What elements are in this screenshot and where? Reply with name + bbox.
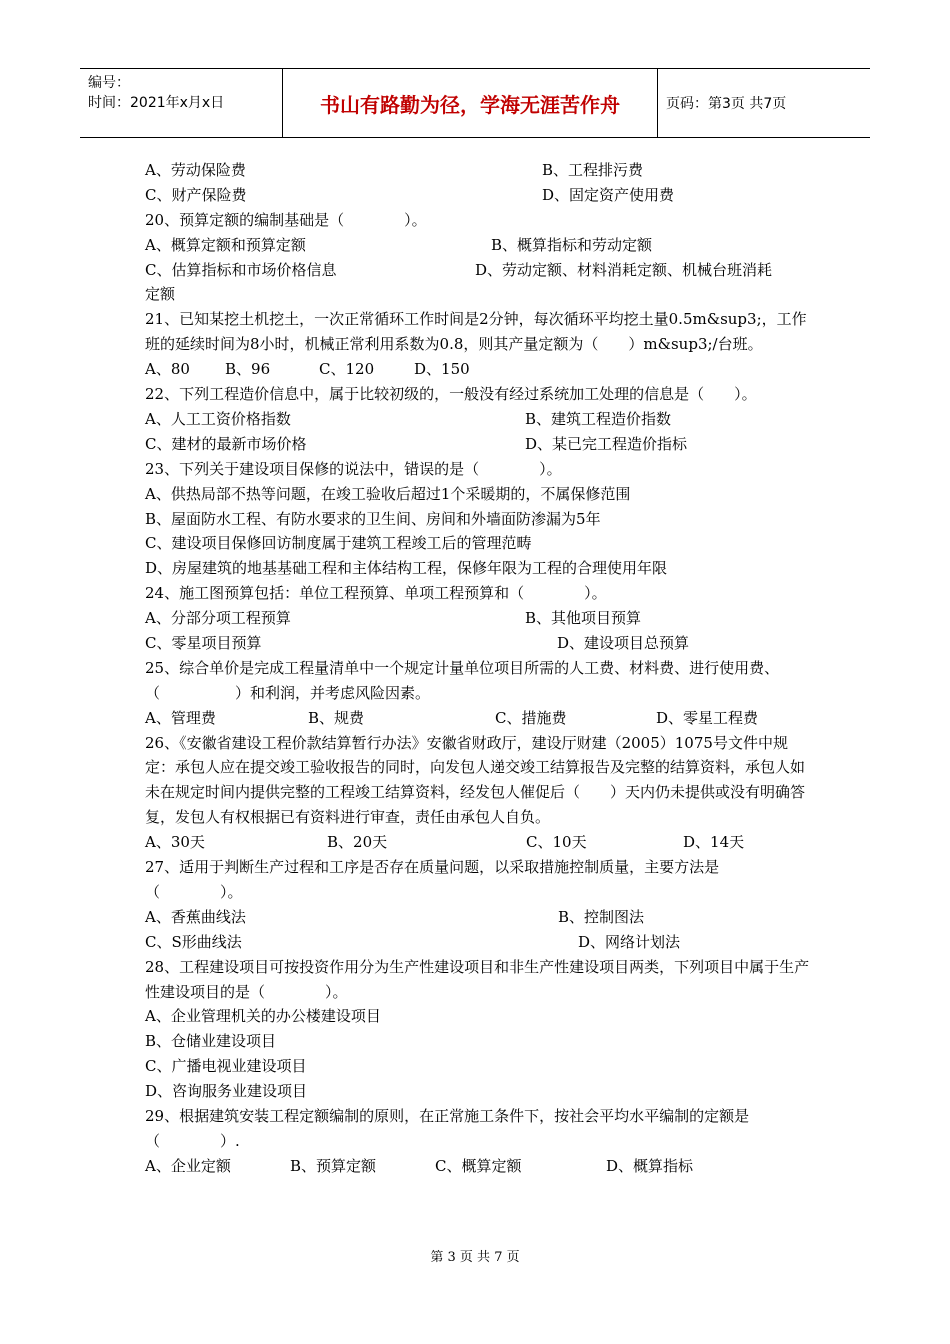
question-29: 29、根据建筑安装工程定额编制的原则，在正常施工条件下，按社会平均水平编制的定额是（ ）. — [145, 1107, 750, 1150]
option: B、工程排污费 — [542, 161, 644, 179]
option: D、零星工程费 — [656, 708, 759, 727]
header-page-info: 页码：第3页 共7页 — [666, 96, 787, 112]
option-row — [145, 357, 810, 382]
option: A、供热局部不热等问题，在竣工验收后超过1个采暖期的，不属保修范围 — [145, 484, 631, 503]
option: D、网络计划法 — [578, 932, 681, 951]
option-row — [145, 158, 810, 183]
option-row — [145, 905, 810, 930]
option: C、10天 — [526, 833, 587, 852]
option: C、估算指标和市场价格信息 — [145, 260, 337, 279]
option: A、香蕉曲线法 — [145, 907, 246, 926]
option-continuation: 定额 — [145, 285, 176, 304]
option: C、措施费 — [495, 708, 567, 727]
option: D、14天 — [683, 833, 745, 852]
option: A、30天 — [145, 833, 205, 852]
option: B、仓储业建设项目 — [145, 1032, 277, 1051]
option-row — [145, 407, 810, 432]
option: C、财产保险费 — [145, 185, 247, 204]
option: B、预算定额 — [290, 1156, 377, 1175]
option: D、劳动定额、材料消耗定额、机械台班消耗 — [475, 260, 773, 279]
option-row — [145, 631, 810, 656]
option: B、20天 — [327, 833, 388, 852]
option: A、管理费 — [145, 708, 216, 727]
question-content — [145, 158, 810, 1179]
question-21: 21、已知某挖土机挖土，一次正常循环工作时间是2分钟，每次循环平均挖土量0.5m&sup3;，工作班的延续时间为8小时，机械正常利用系数为0.8，则其产量定额为（ ）m&sup3;/台班。 — [145, 310, 807, 354]
option: D、建设项目总预算 — [557, 633, 690, 652]
option: C、S形曲线法 — [145, 932, 242, 951]
option-row — [145, 183, 810, 208]
option: D、概算指标 — [606, 1156, 694, 1175]
option: A、概算定额和预算定额 — [145, 235, 306, 254]
option: A、分部分项工程预算 — [145, 609, 291, 628]
question-24: 24、施工图预算包括：单位工程预算、单项工程预算和（ ）。 — [145, 584, 607, 603]
option: B、概算指标和劳动定额 — [491, 235, 653, 254]
option: D、固定资产使用费 — [542, 185, 675, 204]
doc-number-label: 编号： — [88, 75, 130, 91]
option: C、零星项目预算 — [145, 633, 262, 652]
question-23: 23、下列关于建设项目保修的说法中，错误的是（ ）。 — [145, 459, 562, 478]
option: D、150 — [414, 360, 470, 379]
option: A、劳动保险费 — [145, 161, 246, 179]
question-27: 27、适用于判断生产过程和工序是否存在质量问题，以采取措施控制质量，主要方法是（ ）。 — [145, 858, 720, 901]
option-row — [145, 930, 810, 955]
option: D、某已完工程造价指标 — [525, 434, 688, 453]
option: A、企业定额 — [145, 1156, 231, 1175]
header-meta — [80, 69, 282, 137]
option: A、人工工资价格指数 — [145, 409, 291, 428]
option: C、广播电视业建设项目 — [145, 1057, 307, 1076]
option: B、建筑工程造价指数 — [525, 409, 672, 428]
option-row — [145, 1154, 810, 1179]
page-header — [80, 68, 870, 138]
option: B、屋面防水工程、有防水要求的卫生间、房间和外墙面防渗漏为5年 — [145, 509, 601, 528]
question-22: 22、下列工程造价信息中，属于比较初级的，一般没有经过系统加工处理的信息是（ ）。 — [145, 385, 757, 404]
option: B、控制图法 — [558, 907, 645, 926]
question-25: 25、综合单价是完成工程量清单中一个规定计量单位项目所需的人工费、材料费、进行使用费、（ ）和利润，并考虑风险因素。 — [145, 658, 780, 702]
option: C、概算定额 — [435, 1156, 522, 1175]
option: B、规费 — [308, 708, 365, 727]
option-row — [145, 432, 810, 457]
option-row — [145, 706, 810, 731]
option: B、其他项目预算 — [525, 609, 642, 628]
option-row — [145, 233, 810, 258]
option-row — [145, 830, 810, 855]
option-row — [145, 606, 810, 631]
doc-time-label: 时间：2021年x月x日 — [88, 95, 225, 111]
page-footer: 第 3 页 共 7 页 — [430, 1250, 520, 1265]
question-28: 28、工程建设项目可按投资作用分为生产性建设项目和非生产性建设项目两类，下列项目中属于生产性建设项目的是（ ）。 — [145, 957, 810, 1001]
option: A、企业管理机关的办公楼建设项目 — [145, 1007, 381, 1026]
option: A、80 — [145, 360, 190, 379]
option: C、建材的最新市场价格 — [145, 434, 307, 453]
option: B、96 — [225, 360, 271, 379]
option: D、咨询服务业建设项目 — [145, 1082, 308, 1101]
header-motto: 书山有路勤为径，学海无涯苦作舟 — [282, 69, 658, 137]
question-20: 20、预算定额的编制基础是（ ）。 — [145, 210, 427, 229]
option: C、建设项目保修回访制度属于建筑工程竣工后的管理范畴 — [145, 534, 532, 553]
option: C、120 — [319, 360, 375, 379]
option: D、房屋建筑的地基基础工程和主体结构工程，保修年限为工程的合理使用年限 — [145, 559, 668, 578]
option-row — [145, 258, 810, 283]
question-26: 26、《安徽省建设工程价款结算暂行办法》安徽省财政厅，建设厅财建（2005）1075号文件中规定：承包人应在提交竣工验收报告的同时，向发包人递交竣工结算报告及完整的结算资料，承包人如未在规定时间内提供完整的工程竣工结算资料，经发包人催促后（ ）天内仍未提供或没有明确答复，发包人有权根据已有资料进行审查，责任由承包人自负。 — [145, 733, 806, 827]
